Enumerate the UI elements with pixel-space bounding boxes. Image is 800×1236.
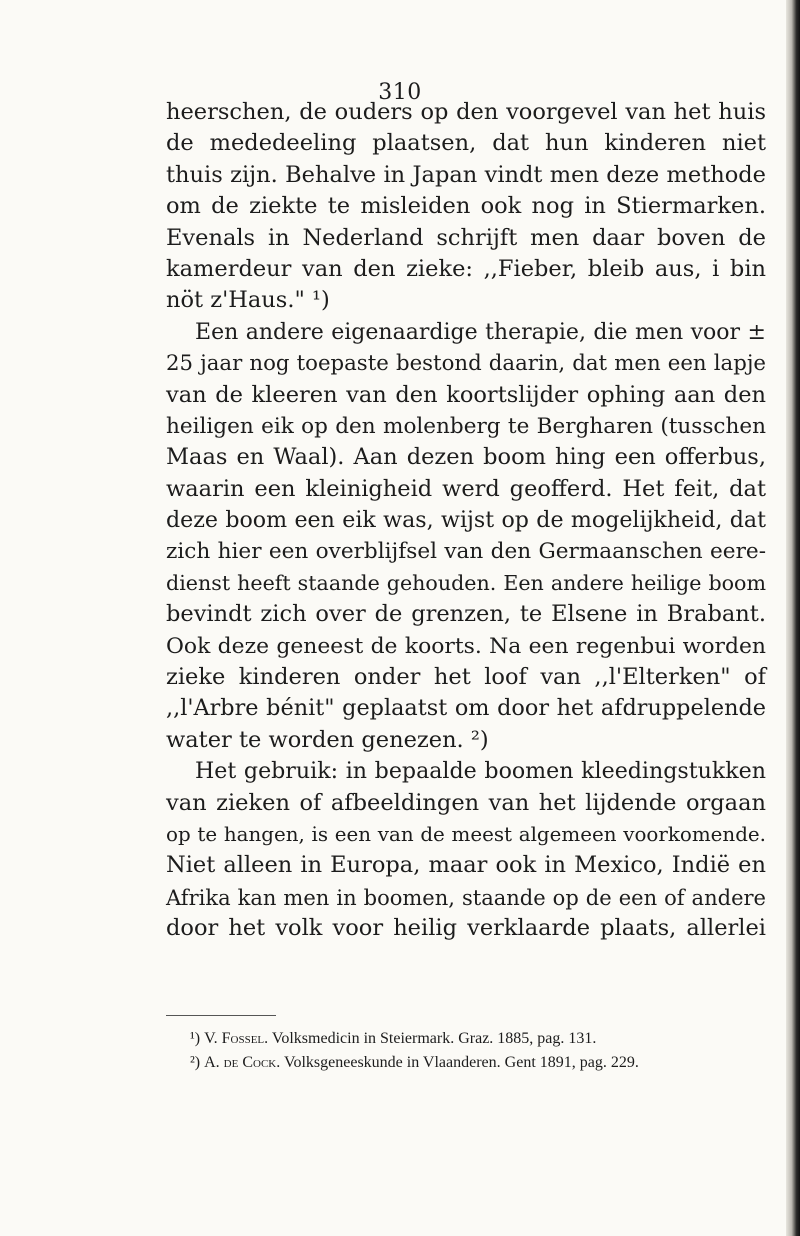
text-line: de mededeeling plaatsen, dat hun kinderen niet [166, 130, 766, 157]
text-line: op te hangen, is een van de meest algemeen voorkomende. [166, 822, 766, 846]
footnote-2 [190, 1051, 770, 1075]
text-line: deze boom een eik was, wijst op de mogelijkheid, dat [166, 507, 766, 534]
text-line: thuis zijn. Behalve in Japan vindt men deze methode [166, 161, 766, 188]
text-line: heiligen eik op den molenberg te Bergharen (tusschen [166, 413, 766, 439]
text-line: van zieken of afbeeldingen van het lijdende orgaan [166, 789, 766, 816]
text-line: kamerdeur van den zieke: ,,Fieber, bleib aus, i bin [166, 255, 766, 282]
text-line: Afrika kan men in boomen, staande op de een of andere [166, 884, 766, 910]
footnotes [190, 1027, 770, 1075]
text-line: nöt z'Haus." ¹) [166, 287, 330, 314]
text-line: Ook deze geneest de koorts. Na een regenbui worden [166, 633, 766, 659]
footnote-author: V. Fossel. [204, 1030, 269, 1047]
page-number: 310 [378, 80, 422, 105]
footnote-mark: ¹) [190, 1030, 201, 1047]
paragraph-start-line: Een andere eigenaardige therapie, die men voor ± [195, 319, 766, 345]
text-line: waarin een kleinigheid werd geofferd. Het feit, dat [166, 475, 766, 502]
text-line: zieke kinderen onder het loof van ,,l'Elterken" of [166, 664, 766, 691]
text-line: heerschen, de ouders op den voorgevel van het huis [166, 99, 766, 125]
footnote-text: Volksmedicin in Steiermark. Graz. 1885, pag. 131. [271, 1030, 597, 1047]
text-line: van de kleeren van den koortslijder ophing aan den [166, 381, 766, 408]
text-line: dienst heeft staande gehouden. Een andere heilige boom [166, 570, 766, 595]
text-line: Niet alleen in Europa, maar ook in Mexico, Indië en [166, 852, 766, 879]
footnote-divider [166, 1015, 276, 1016]
text-line: zich hier een overblijfsel van den Germaanschen eere- [166, 539, 766, 565]
text-line: om de ziekte te misleiden ook nog in Stiermarken. [166, 193, 766, 220]
text-line: door het volk voor heilig verklaarde plaats, allerlei [166, 915, 766, 942]
body-text [166, 97, 766, 945]
text-line: ,,l'Arbre bénit" geplaatst om door het afdruppelende [166, 695, 766, 722]
text-line: water te worden genezen. ²) [166, 726, 489, 753]
footnote-text: Volksgeneeskunde in Vlaanderen. Gent 1891, pag. 229. [283, 1054, 639, 1071]
footnote-mark: ²) [190, 1054, 201, 1071]
text-line: Maas en Waal). Aan dezen boom hing een offerbus, [166, 444, 766, 471]
page-edge-shadow [786, 0, 800, 1236]
paragraph-start-line: Het gebruik: in bepaalde boomen kleedingstukken [195, 758, 766, 785]
text-line: bevindt zich over de grenzen, te Elsene in Brabant. [166, 601, 766, 628]
footnote-author: A. de Cock. [204, 1054, 281, 1071]
text-line: 25 jaar nog toepaste bestond daarin, dat men een lapje [166, 351, 766, 377]
text-line: Evenals in Nederland schrijft men daar boven de [166, 224, 766, 251]
footnote-1 [190, 1027, 770, 1051]
